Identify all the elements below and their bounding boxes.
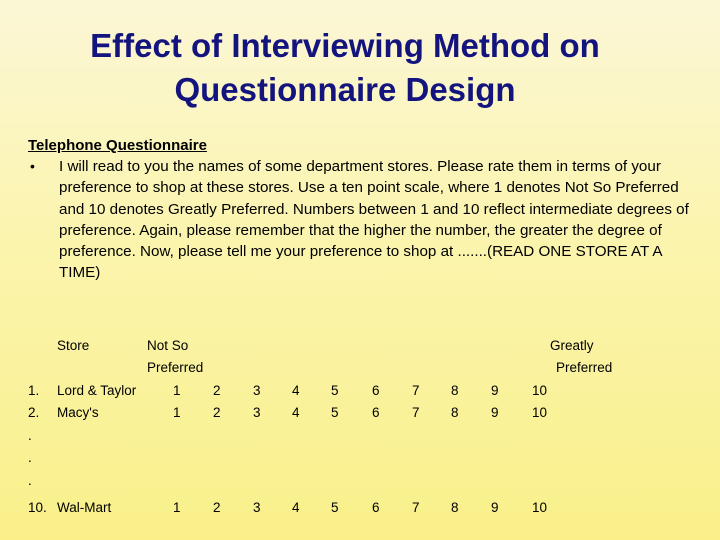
scale-point: 10 (532, 383, 548, 398)
scale-point: 10 (532, 405, 548, 420)
row-number: 10. (28, 500, 47, 515)
scale-point: 5 (331, 383, 339, 398)
store-column-header: Store (57, 338, 90, 353)
scale-point: 3 (253, 405, 261, 420)
scale-point: 6 (372, 383, 380, 398)
scale-point: 1 (173, 500, 181, 515)
scale-point: 8 (451, 405, 459, 420)
scale-point: 7 (412, 500, 420, 515)
store-name: Wal-Mart (57, 500, 112, 515)
scale-point: 10 (532, 500, 548, 515)
scale-point: 1 (173, 405, 181, 420)
scale-point: 2 (213, 383, 221, 398)
store-name: Macy's (57, 405, 99, 420)
scale-point: 5 (331, 405, 339, 420)
scale-point: 2 (213, 405, 221, 420)
scale-point: 5 (331, 500, 339, 515)
scale-point: 6 (372, 500, 380, 515)
instruction-paragraph: I will read to you the names of some department stores. Please rate them in terms of your preference to shop at these stores. Use a ten point scale, where 1 denotes Not So Preferred and 10 denotes Greatly Preferred. Numbers between 1 and 10 reflect intermediate degrees of preference. Again, please remember that the higher the number, the greater the degree of preference. Now, please tell me your preference to shop at .......(READ ONE STORE AT A TIME) (59, 158, 689, 282)
slide-title-line-2: Questionnaire Design (174, 71, 516, 108)
store-name: Lord & Taylor (57, 383, 137, 398)
scale-low-label-line-2: Preferred (147, 360, 204, 375)
scale-point: 7 (412, 405, 420, 420)
scale-point: 6 (372, 405, 380, 420)
scale-low-label-line-1: Not So (147, 338, 189, 353)
slide-title-line-1: Effect of Interviewing Method on (90, 27, 600, 64)
scale-point: 7 (412, 383, 420, 398)
scale-high-label-line-2: Preferred (556, 360, 613, 375)
row-number: . (28, 450, 32, 465)
row-number: 1. (28, 383, 40, 398)
scale-point: 3 (253, 383, 261, 398)
scale-point: 4 (292, 500, 300, 515)
bullet-marker: • (30, 158, 35, 174)
scale-high-label-line-1: Greatly (550, 338, 594, 353)
scale-point: 3 (253, 500, 261, 515)
section-heading: Telephone Questionnaire (28, 137, 207, 154)
scale-point: 9 (491, 500, 499, 515)
scale-point: 9 (491, 405, 499, 420)
scale-point: 8 (451, 383, 459, 398)
slide-title (0, 24, 690, 112)
scale-point: 1 (173, 383, 181, 398)
scale-point: 2 (213, 500, 221, 515)
scale-point: 4 (292, 405, 300, 420)
scale-point: 4 (292, 383, 300, 398)
row-number: . (28, 428, 32, 443)
row-number: 2. (28, 405, 40, 420)
scale-point: 9 (491, 383, 499, 398)
row-number: . (28, 473, 32, 488)
scale-point: 8 (451, 500, 459, 515)
